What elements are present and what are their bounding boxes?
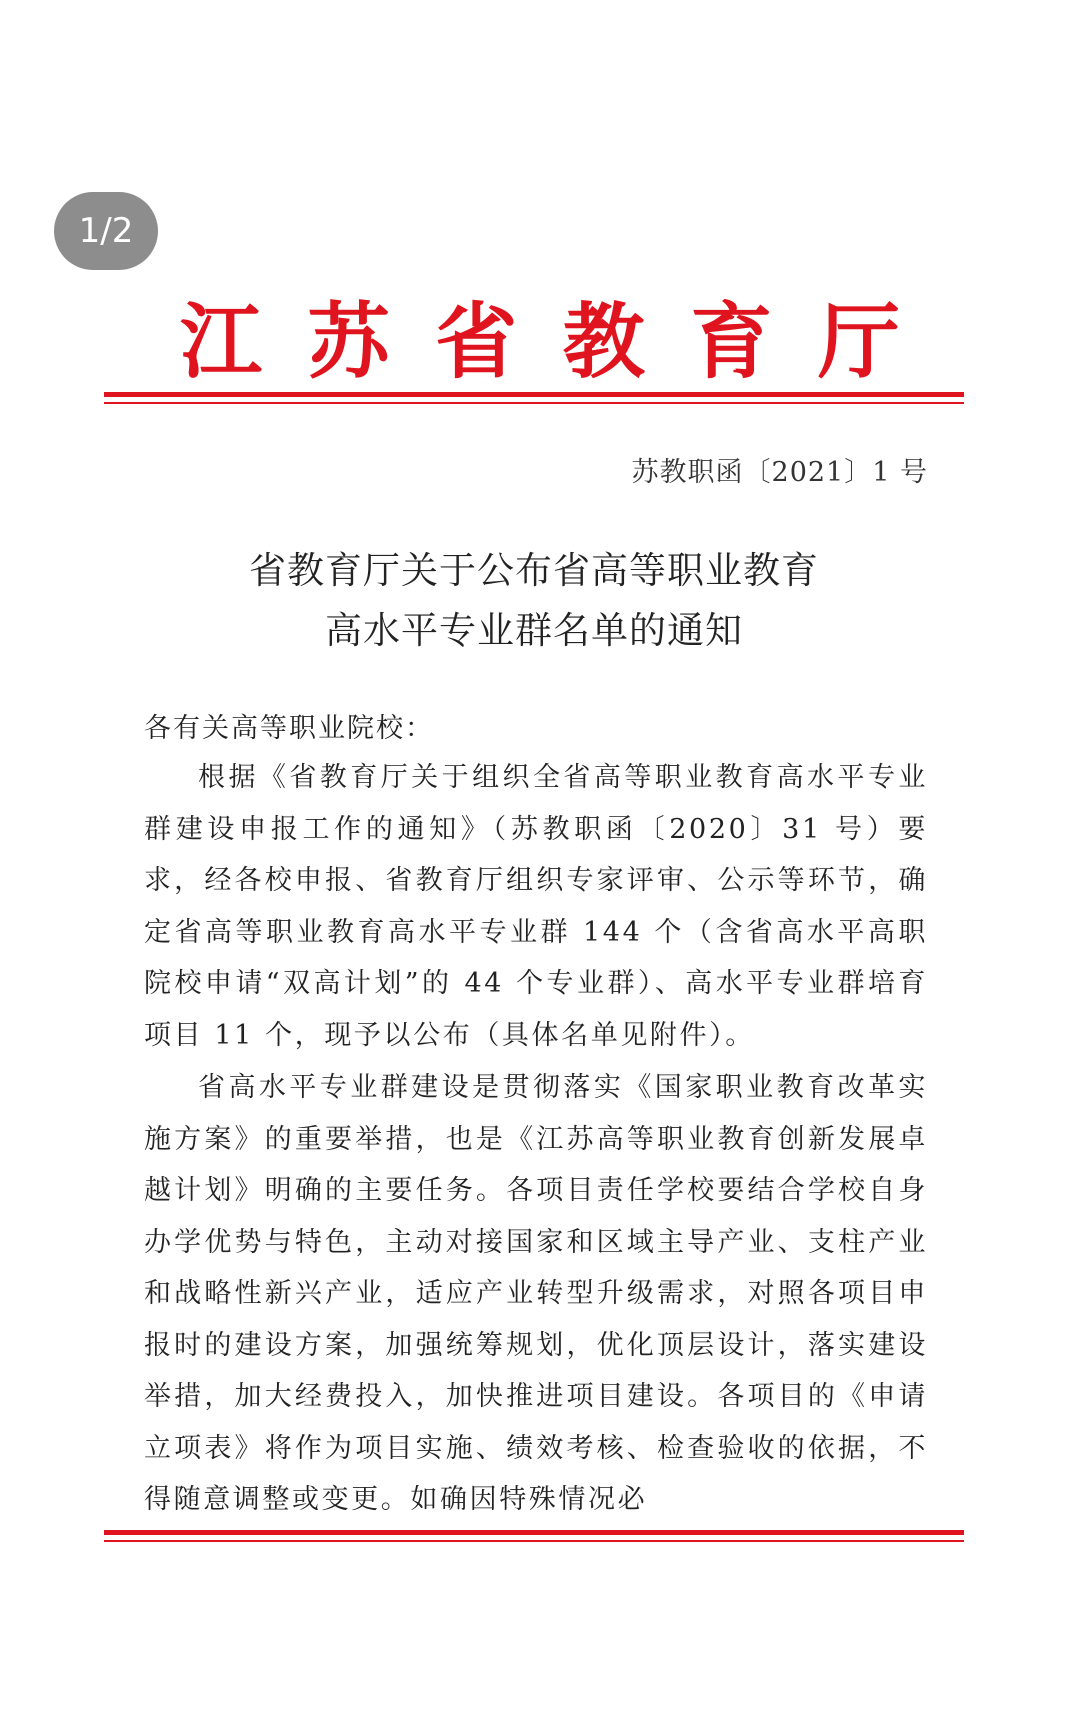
rule-thick-line	[104, 392, 964, 397]
masthead-char: 育	[690, 294, 773, 390]
body-paragraph-1: 根据《省教育厅关于组织全省高等职业教育高水平专业群建设申报工作的通知》（苏教职函〔2020〕31 号）要求，经各校申报、省教育厅组织专家评审、公示等环节，确定省高等职业教育高水平专业群 144 个（含省高水平高职院校申请“双高计划”的 44 个专业群）、高水平专业群培育项目 11 个，现予以公布（具体名单见附件）。	[144, 762, 928, 1051]
masthead-char: 教	[562, 294, 645, 390]
header-red-rule	[104, 392, 964, 408]
masthead-title	[180, 292, 900, 392]
rule-thin-line	[104, 402, 964, 404]
masthead-char: 厅	[817, 294, 900, 390]
salutation: 各有关高等职业院校：	[144, 713, 434, 744]
rule-thin-line	[104, 1540, 964, 1542]
page-indicator: 1/2	[54, 192, 158, 270]
document-title-line-2: 高水平专业群名单的通知	[325, 609, 743, 652]
masthead-char: 省	[435, 294, 518, 390]
document-number: 苏教职函〔2021〕1 号	[631, 457, 928, 488]
document-title-line-1: 省教育厅关于公布省高等职业教育	[249, 549, 819, 592]
footer-red-rule	[104, 1530, 964, 1546]
masthead-char: 江	[180, 294, 263, 390]
masthead-char: 苏	[307, 294, 390, 390]
body-paragraph-2: 省高水平专业群建设是贯彻落实《国家职业教育改革实施方案》的重要举措，也是《江苏高等职业教育创新发展卓越计划》明确的主要任务。各项目责任学校要结合学校自身办学优势与特色，主动对接国家和区域主导产业、支柱产业和战略性新兴产业，适应产业转型升级需求，对照各项目申报时的建设方案，加强统筹规划，优化顶层设计，落实建设举措，加大经费投入，加快推进项目建设。各项目的《申请立项表》将作为项目实施、绩效考核、检查验收的依据，不得随意调整或变更。如确因特殊情况必	[144, 1072, 928, 1515]
rule-thick-line	[104, 1530, 964, 1535]
